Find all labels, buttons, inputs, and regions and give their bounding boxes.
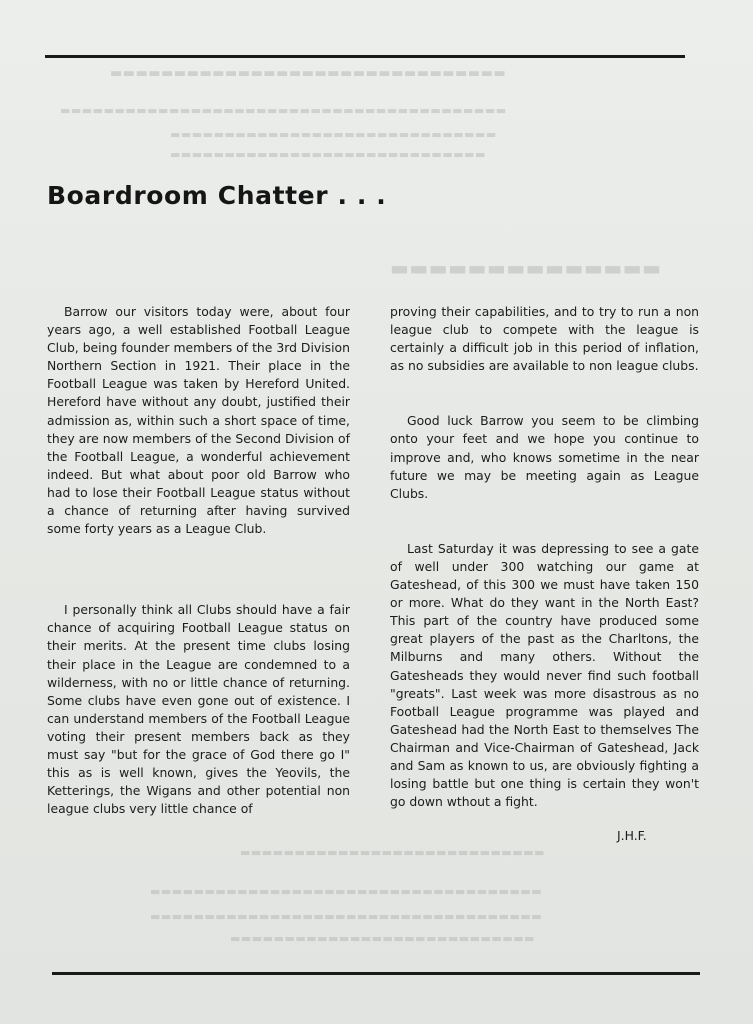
show-through-line: ▬▬▬▬▬▬▬▬▬▬▬▬▬▬▬▬▬▬▬▬▬▬▬▬▬▬▬▬▬▬▬▬▬▬▬▬ [150,910,543,923]
bottom-rule [52,972,700,975]
show-through-line: ▬▬▬▬▬▬▬▬▬▬▬▬▬▬▬▬▬▬▬▬▬▬▬▬▬▬▬▬ [230,932,536,945]
right-column [390,303,699,811]
show-through-line: ▬▬▬▬▬▬▬▬▬▬▬▬▬▬▬▬▬▬▬▬▬▬▬▬▬▬▬▬▬▬▬▬▬▬▬▬ [150,885,543,898]
show-through-line: ▬▬▬▬▬▬▬▬▬▬▬▬▬▬▬▬▬▬▬▬▬▬▬▬▬▬▬▬▬▬▬▬▬▬▬▬▬▬▬▬▬ [60,104,507,117]
paragraph: I personally think all Clubs should have a fair chance of acquiring Football League status on their merits. At the present time clubs losing their place in the League are condemned to a wilderness, with no or little chance of returning. Some clubs have even gone out of existence. I can understand members of the Football League voting their present members back as they must say "but for the grace of God there go I" this as is well known, gives the Yeovils, the Ketterings, the Wigans and other potential non league clubs very little chance of [47,602,350,817]
paragraph: proving their capabilities, and to try to run a non league club to compete with the league is certainly a difficult job in this period of inflation, as no subsidies are available to non league clubs. [390,304,699,374]
show-through-heading: ▬▬▬▬▬▬▬▬▬▬▬▬▬▬ [390,256,662,280]
show-through-line: ▬▬▬▬▬▬▬▬▬▬▬▬▬▬▬▬▬▬▬▬▬▬▬▬▬▬▬▬▬▬ [170,128,497,141]
top-rule [45,55,685,58]
show-through-line: ▬▬▬▬▬▬▬▬▬▬▬▬▬▬▬▬▬▬▬▬▬▬▬▬▬▬▬▬ [240,846,546,859]
paragraph: Last Saturday it was depressing to see a gate of well under 300 watching our game at Gateshead, of this 300 we must have taken 150 or more. What do they want in the North East? This part of the country have produced some great players of the past as the Charltons, the Milburns and many others. Without the Gatesheads they would never find such football "greats". Last week was more disastrous as no Football League programme was played and Gateshead had the North East to themselves The Chairman and Vice-Chairman of Gateshead, Jack and Sam as known to us, are obviously fighting a losing battle but one thing is certain they won't go down wthout a fight. [390,540,699,810]
article-title: Boardroom Chatter . . . [47,181,387,210]
left-column [47,303,350,818]
paragraph: Barrow our visitors today were, about four years ago, a well established Football League Club, being founder members of the 3rd Division Northern Section in 1921. Their place in the Football League was taken by Hereford United. Hereford have without any doubt, justified their admission as, within such a short space of time, they are now members of the Second Division of the Football League, a wonderful achievement indeed. But what about poor old Barrow who had to lose their Football League status without a chance of returning after having survived some forty years as a League Club. [47,304,350,537]
show-through-line: ▬▬▬▬▬▬▬▬▬▬▬▬▬▬▬▬▬▬▬▬▬▬▬▬▬▬▬▬▬ [170,148,486,161]
author-signature: J.H.F. [617,828,647,843]
show-through-heading: ▬▬▬▬▬▬▬▬▬▬▬▬▬▬▬▬▬▬▬▬▬▬▬▬▬▬▬▬▬▬▬ [110,66,507,81]
paragraph: Good luck Barrow you seem to be climbing onto your feet and we hope you continue to improve and, who knows sometime in the near future we may be meeting again as League Clubs. [390,413,699,501]
